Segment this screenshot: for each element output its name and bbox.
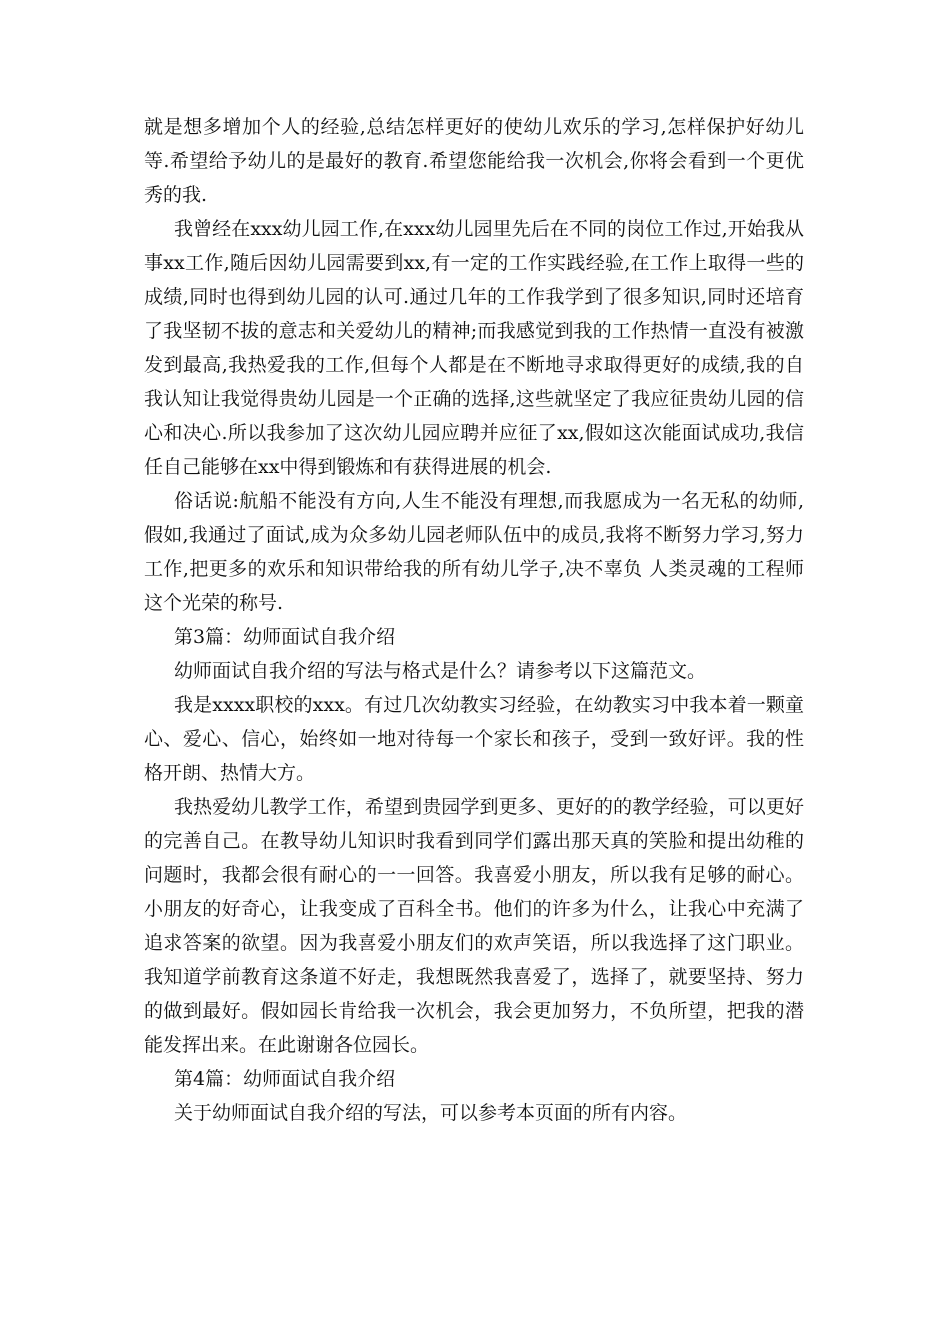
section-heading-3: 第3篇：幼师面试自我介绍	[174, 626, 396, 648]
document-body	[144, 110, 804, 1130]
paragraph-3: 俗话说:航船不能没有方向,人生不能没有理想,而我愿成为一名无私的幼师,假如,我通过了面试,成为众多幼儿园老师队伍中的成员,我将不断努力学习,努力工作,把更多的欢乐和知识带给我的所有幼儿学子,决不辜负 人类灵魂的工程师 这个光荣的称号.	[144, 490, 804, 614]
paragraph-7: 关于幼师面试自我介绍的写法，可以参考本页面的所有内容。	[174, 1102, 688, 1124]
paragraph-2: 我曾经在xxx幼儿园工作,在xxx幼儿园里先后在不同的岗位工作过,开始我从事xx工作,随后因幼儿园需要到xx,有一定的工作实践经验,在工作上取得一些的成绩,同时也得到幼儿园的认可.通过几年的工作我学到了很多知识,同时还培育了我坚韧不拔的意志和关爱幼儿的精神;而我感觉到我的工作热情一直没有被激发到最高,我热爱我的工作,但每个人都是在不断地寻求取得更好的成绩,我的自我认知让我觉得贵幼儿园是一个正确的选择,这些就坚定了我应征贵幼儿园的信心和决心.所以我参加了这次幼儿园应聘并应征了xx,假如这次能面试成功,我信任自己能够在xx中得到锻炼和有获得进展的机会.	[144, 218, 804, 478]
paragraph-4: 幼师面试自我介绍的写法与格式是什么？请参考以下这篇范文。	[174, 660, 707, 682]
paragraph-1: 就是想多增加个人的经验,总结怎样更好的使幼儿欢乐的学习,怎样保护好幼儿等.希望给予幼儿的是最好的教育.希望您能给我一次机会,你将会看到一个更优秀的我.	[144, 116, 804, 206]
paragraph-5: 我是xxxx职校的xxx。有过几次幼教实习经验，在幼教实习中我本着一颗童心、爱心、信心，始终如一地对待每一个家长和孩子，受到一致好评。我的性格开朗、热情大方。	[144, 694, 804, 784]
paragraph-6: 我热爱幼儿教学工作，希望到贵园学到更多、更好的的教学经验，可以更好的完善自己。在教导幼儿知识时我看到同学们露出那天真的笑脸和提出幼稚的问题时，我都会很有耐心的一一回答。我喜爱小朋友，所以我有足够的耐心。小朋友的好奇心，让我变成了百科全书。他们的许多为什么，让我心中充满了追求答案的欲望。因为我喜爱小朋友们的欢声笑语，所以我选择了这门职业。我知道学前教育这条道不好走，我想既然我喜爱了，选择了，就要坚持、努力的做到最好。假如园长肯给我一次机会，我会更加努力，不负所望，把我的潜能发挥出来。在此谢谢各位园长。	[144, 796, 804, 1056]
section-heading-4: 第4篇：幼师面试自我介绍	[174, 1068, 396, 1090]
